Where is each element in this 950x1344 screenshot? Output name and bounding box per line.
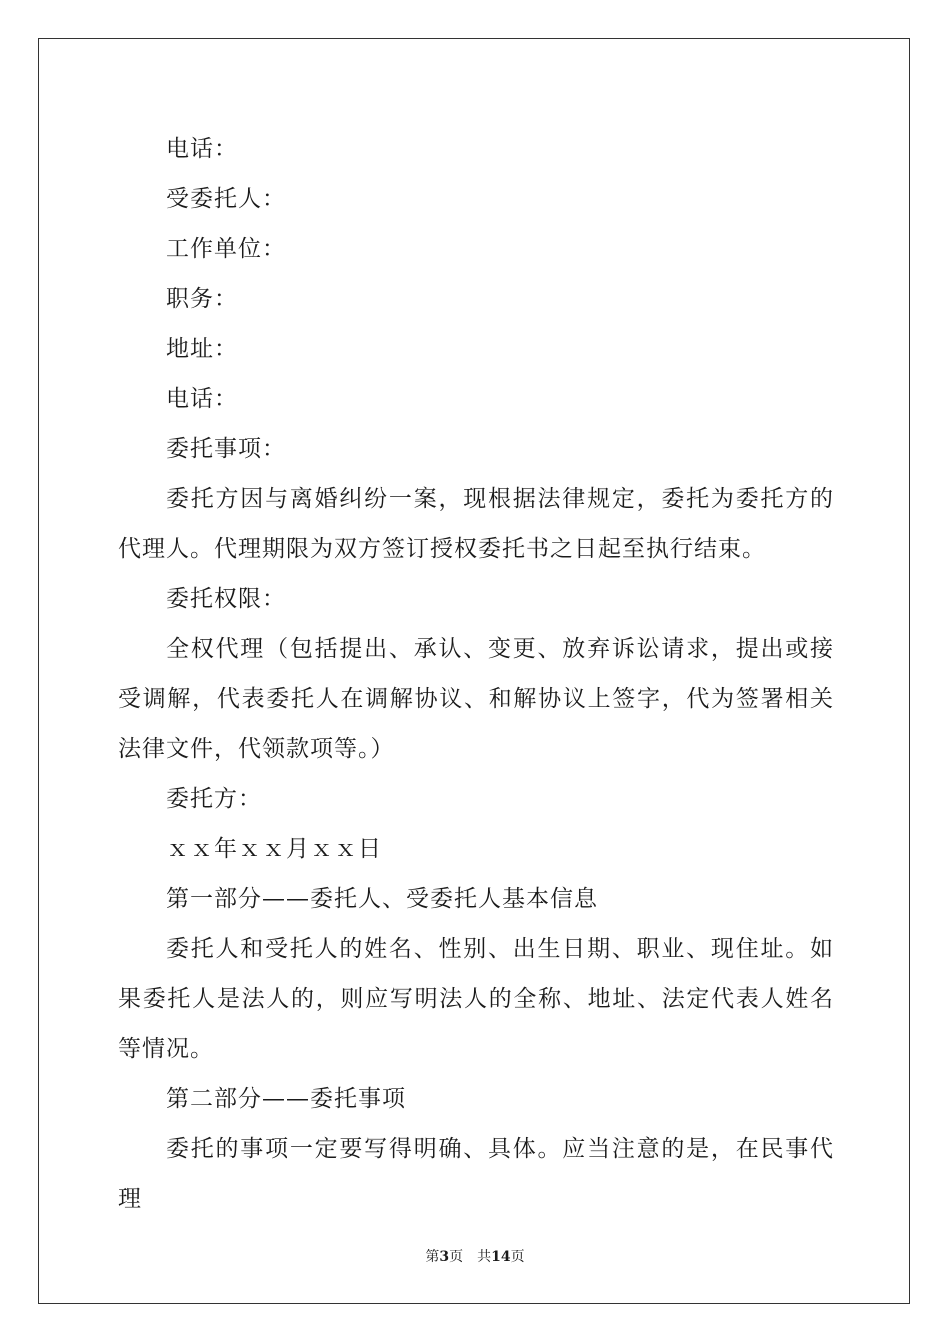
paragraph-address: 地址：: [166, 336, 238, 362]
paragraph-part-one-heading: 第一部分——委托人、受委托人基本信息: [166, 886, 598, 912]
paragraph-part-two-heading: 第二部分——委托事项: [166, 1086, 406, 1112]
paragraph-trustee: 受委托人：: [166, 186, 286, 212]
paragraph-principal: 委托方：: [166, 786, 262, 812]
paragraph-part-two-body: 委托的事项一定要写得明确、具体。应当注意的是，在民事代理: [118, 1136, 834, 1212]
footer-page-prefix: 第: [425, 1249, 440, 1265]
paragraph-matters-body: 委托方因与离婚纠纷一案，现根据法律规定，委托为委托方的代理人。代理期限为双方签订授权委托书之日起至执行结束。: [118, 486, 834, 562]
paragraph-date: ｘｘ年ｘｘ月ｘｘ日: [166, 836, 382, 862]
footer-total-suffix: 页: [510, 1249, 525, 1265]
paragraph-authority-body: 全权代理（包括提出、承认、变更、放弃诉讼请求，提出或接受调解，代表委托人在调解协议、和解协议上签字，代为签署相关法律文件，代领款项等。）: [118, 636, 834, 762]
page-footer: [0, 1246, 950, 1266]
paragraph-phone-2: 电话：: [166, 386, 238, 412]
paragraph-matters-heading: 委托事项：: [166, 436, 286, 462]
paragraph-authority-heading: 委托权限：: [166, 586, 286, 612]
footer-page-suffix: 页: [449, 1249, 464, 1265]
paragraph-part-one-body: 委托人和受托人的姓名、性别、出生日期、职业、现住址。如果委托人是法人的，则应写明法人的全称、地址、法定代表人姓名等情况。: [118, 936, 834, 1062]
paragraph-employer: 工作单位：: [166, 236, 286, 262]
document-body: [118, 124, 834, 1224]
footer-total-pages: 14: [491, 1249, 511, 1265]
footer-total-prefix: 共: [477, 1249, 492, 1265]
paragraph-phone-1: 电话：: [166, 136, 238, 162]
paragraph-position: 职务：: [166, 286, 238, 312]
footer-page-number: 3: [439, 1249, 450, 1265]
